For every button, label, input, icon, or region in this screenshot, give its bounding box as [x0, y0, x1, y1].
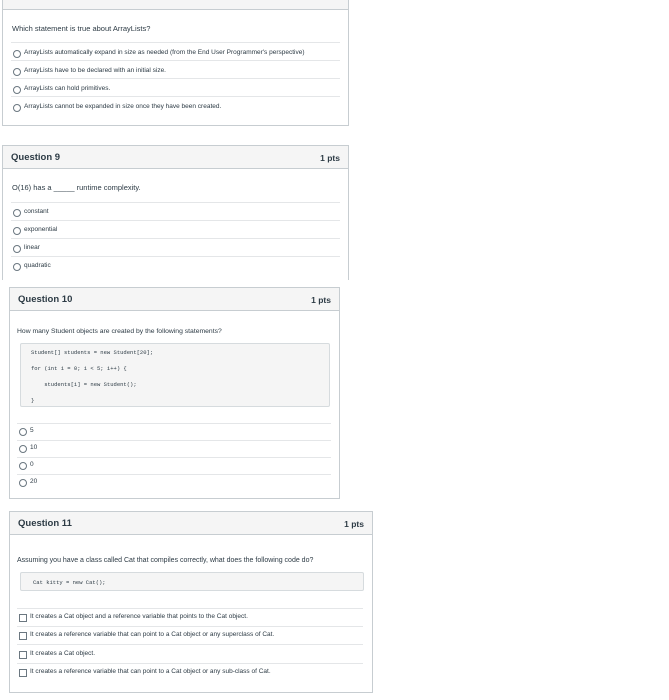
question-11-title: Question 11	[18, 518, 72, 529]
q10-radio-1[interactable]	[19, 428, 27, 436]
q8-answer-4[interactable]: ArrayLists cannot be expanded in size once they have been created.	[24, 103, 222, 110]
q11-answer-4[interactable]: It creates a reference variable that can point to a Cat object or any sub-class of Cat.	[30, 668, 271, 675]
q10-radio-2[interactable]	[19, 445, 27, 453]
question-11-header	[10, 512, 372, 535]
q9-radio-4[interactable]	[13, 263, 21, 271]
question-10-title: Question 10	[18, 294, 73, 305]
q11-checkbox-2[interactable]	[19, 632, 27, 640]
question-8-header	[3, 0, 348, 10]
code-line: }	[31, 397, 35, 404]
q10-answer-3[interactable]: 0	[30, 461, 34, 468]
divider	[11, 256, 340, 257]
q8-answer-3[interactable]: ArrayLists can hold primitives.	[24, 85, 111, 92]
q8-answer-2[interactable]: ArrayLists have to be declared with an initial size.	[24, 67, 166, 74]
divider	[17, 440, 331, 441]
question-11-code-block	[20, 572, 364, 591]
divider	[11, 202, 340, 203]
q9-answer-4[interactable]: quadratic	[24, 262, 51, 269]
q8-answer-1[interactable]: ArrayLists automatically expand in size as needed (from the End User Programmer's perspective)	[24, 49, 305, 56]
divider	[17, 626, 363, 627]
q10-radio-4[interactable]	[19, 479, 27, 487]
q11-answer-1[interactable]: It creates a Cat object and a reference variable that points to the Cat object.	[30, 613, 248, 620]
divider	[17, 474, 331, 475]
question-9-prompt: O(16) has a _____ runtime complexity.	[12, 183, 141, 192]
divider	[17, 644, 363, 645]
question-8-card	[2, 0, 349, 126]
q10-radio-3[interactable]	[19, 462, 27, 470]
question-10-code-block	[20, 343, 330, 407]
q9-radio-1[interactable]	[13, 209, 21, 217]
question-11-card	[9, 511, 373, 693]
q9-answer-2[interactable]: exponential	[24, 226, 58, 233]
question-11-points: 1 pts	[344, 519, 364, 529]
q8-radio-4[interactable]	[13, 104, 21, 112]
divider	[17, 663, 363, 664]
question-10-card	[9, 287, 340, 499]
q11-checkbox-1[interactable]	[19, 614, 27, 622]
divider	[17, 423, 331, 424]
question-11-prompt: Assuming you have a class called Cat that compiles correctly, what does the following code do?	[17, 557, 314, 564]
q11-answer-3[interactable]: It creates a Cat object.	[30, 650, 96, 657]
divider	[11, 96, 340, 97]
divider	[11, 60, 340, 61]
q10-answer-1[interactable]: 5	[30, 427, 34, 434]
question-9-header	[3, 146, 348, 169]
divider	[11, 42, 340, 43]
code-line: Cat kitty = new Cat();	[33, 579, 106, 586]
q9-radio-3[interactable]	[13, 245, 21, 253]
question-8-prompt: Which statement is true about ArrayLists?	[12, 24, 151, 33]
q11-checkbox-4[interactable]	[19, 669, 27, 677]
question-9-title: Question 9	[11, 152, 61, 163]
q9-answer-1[interactable]: constant	[24, 208, 49, 215]
question-9-points: 1 pts	[320, 153, 340, 163]
question-9-card	[2, 145, 349, 280]
divider	[11, 220, 340, 221]
question-10-header	[10, 288, 339, 311]
q10-answer-2[interactable]: 10	[30, 444, 38, 451]
divider	[11, 238, 340, 239]
q10-answer-4[interactable]: 20	[30, 478, 38, 485]
divider	[17, 608, 363, 609]
q8-radio-1[interactable]	[13, 50, 21, 58]
q9-answer-3[interactable]: linear	[24, 244, 40, 251]
code-line: for (int i = 0; i < 5; i++) {	[31, 365, 127, 372]
divider	[11, 78, 340, 79]
code-line: students[i] = new Student();	[31, 381, 137, 388]
q11-checkbox-3[interactable]	[19, 651, 27, 659]
question-10-points: 1 pts	[311, 295, 331, 305]
q11-answer-2[interactable]: It creates a reference variable that can point to a Cat object or any superclass of Cat.	[30, 631, 275, 638]
question-10-prompt: How many Student objects are created by the following statements?	[17, 328, 222, 335]
q9-radio-2[interactable]	[13, 227, 21, 235]
code-line: Student[] students = new Student[20];	[31, 349, 154, 356]
q8-radio-2[interactable]	[13, 68, 21, 76]
divider	[17, 457, 331, 458]
q8-radio-3[interactable]	[13, 86, 21, 94]
